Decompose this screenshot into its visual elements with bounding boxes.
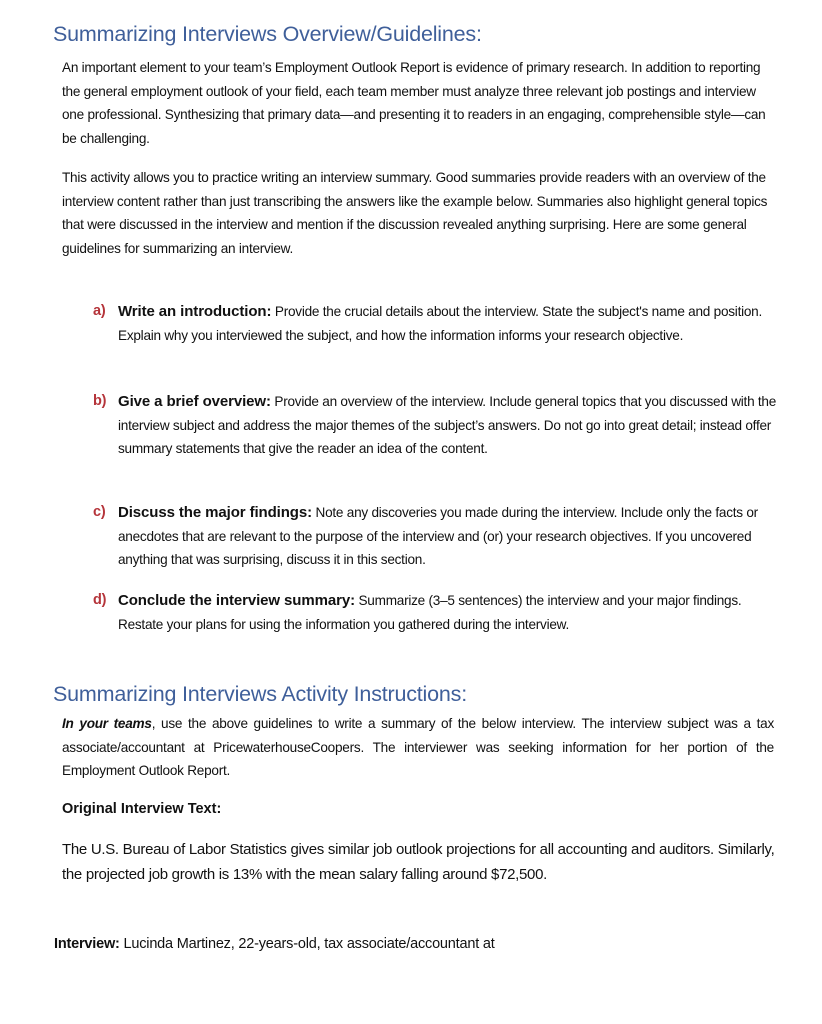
guideline-item-a [93, 300, 783, 347]
list-marker: c) [93, 504, 106, 520]
guideline-item-c [93, 501, 783, 572]
interview-label: Interview: [54, 936, 120, 952]
overview-heading: Summarizing Interviews Overview/Guidelines: [53, 22, 482, 46]
list-marker: a) [93, 303, 106, 319]
guideline-item-d [93, 589, 783, 636]
original-interview-heading: Original Interview Text: [62, 801, 222, 817]
guideline-lead: Conclude the interview summary: [118, 592, 355, 609]
guideline-lead: Give a brief overview: [118, 393, 271, 410]
guideline-text: Provide an overview of the interview. Include general topics that you discussed with the interview subject and address the major themes of the subject’s answers. Do not go into great detail; instead offer summary statements that give the reader an idea of the content. [118, 394, 777, 456]
instructions-paragraph [62, 712, 774, 783]
guideline-text: Note any discoveries you made during the interview. Include only the facts or anecdotes that are relevant to the purpose of the interview and (or) your research objectives. If you uncovered anything that was surprising, discuss it in this section. [118, 505, 758, 567]
list-marker: b) [93, 393, 107, 409]
guideline-item-b [93, 390, 783, 461]
guideline-lead: Write an introduction: [118, 303, 272, 320]
list-marker: d) [93, 592, 107, 608]
activity-paragraph: This activity allows you to practice writing an interview summary. Good summaries provide readers with an overview of the interview content rather than just transcribing the answers like the example below. Summaries also highlight general topics that were discussed in the interview and mention if the discussion revealed anything surprising. Here are some general guidelines for summarizing an interview. [62, 170, 768, 256]
interview-subject-line [54, 936, 495, 952]
instructions-emphasis: In your teams [62, 716, 152, 731]
instructions-heading: Summarizing Interviews Activity Instructions: [53, 682, 467, 706]
original-interview-text: The U.S. Bureau of Labor Statistics gives similar job outlook projections for all accounting and auditors. Similarly, the projected job growth is 13% with the mean salary falling around $72,500. [62, 841, 775, 883]
guideline-lead: Discuss the major findings: [118, 504, 312, 521]
intro-paragraph: An important element to your team’s Employment Outlook Report is evidence of primary research. In addition to reporting the general employment outlook of your field, each team member must analyze three relevant job postings and interview one professional. Synthesizing that primary data—and presenting it to readers in an engaging, comprehensible style—can be challenging. [62, 60, 766, 146]
instructions-text: , use the above guidelines to write a summary of the below interview. The interview subject was a tax associate/accountant at PricewaterhouseCoopers. The interviewer was seeking information for her portion of the Employment Outlook Report. [62, 716, 774, 778]
interview-subject: Lucinda Martinez, 22-years-old, tax associate/accountant at [119, 936, 495, 952]
guideline-text: Provide the crucial details about the interview. State the subject's name and position. Explain why you interviewed the subject, and how the information informs your research objective. [118, 304, 763, 343]
guideline-text: Summarize (3–5 sentences) the interview and your major findings. Restate your plans for using the information you gathered during the interview. [118, 593, 742, 632]
